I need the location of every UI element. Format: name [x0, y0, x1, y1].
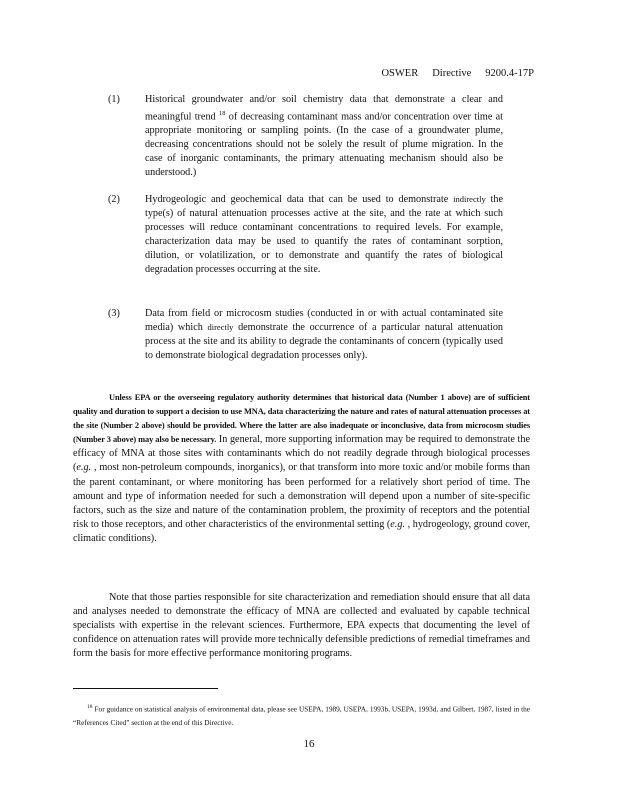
paragraph-data-requirements: Unless EPA or the overseeing regulatory authority determines that historical data (Number 1 above) are of sufficient quality and duration to support a decision to use MNA, data characterizing the nature and rates of natural attenuation processes at the site (Number 2 above) should be provided. Where the latter are also inadequate or inconclusive, data from microcosm studies (Number 3 above) may also be necessary. In general, more supporting information may be required to demonstrate the efficacy of MNA at those sites with contaminants which do not readily degrade through biological processes (e.g. , most non-petroleum compounds, inorganics), or that transform into more toxic and/or mobile forms than the parent contaminant, or where monitoring has been performed for a relatively short period of time. The amount and type of information needed for such a demonstration will depend upon a number of site-specific factors, such as the size and nature of the contamination problem, the proximity of receptors and the potential risk to those receptors, and other characteristics of the environmental setting (e.g. , hydrogeology, ground cover, climatic conditions).	[73, 393, 530, 544]
item-number: (3)	[108, 308, 120, 319]
list-item-2	[108, 193, 503, 276]
footnote-ref: 18	[218, 109, 226, 117]
item-number: (1)	[108, 94, 120, 105]
page-header	[367, 68, 534, 79]
paragraph-responsible-parties: Note that those parties responsible for site characterization and remediation should ensure that all data and analyses needed to demonstrate the efficacy of MNA are collected and evaluated by capable technical specialists with expertise in the relevant sciences. Furthermore, EPA expects that documenting the level of confidence on attenuation rates will provide more technically defensible predictions of remedial timeframes and form the basis for more effective performance monitoring programs.	[73, 592, 530, 660]
header-label: Directive	[432, 68, 472, 79]
dense-text: Unless EPA or the overseeing regulatory authority determines that historical data (Number 1 above) are of sufficient quality and duration to support a decision to use MNA, data characterizing the nature and rates of natural attenuation processes at the site (Number 2 above) should be provided. Where the latter are also inadequate or inconclusive, data from microcosm studies (Number 3 above) may also be necessary.	[73, 393, 530, 445]
list-item-1	[108, 93, 503, 180]
footnote: $^{18}$ For guidance on statistical analysis of environmental data, please see USEPA, 1989, USEPA, 1993b, USEPA, 1993d, and Gilbert, 1987, listed in the “References Cited” section at the end of this Directive.	[73, 704, 530, 728]
emphasis: directly	[207, 321, 234, 332]
list-item-3	[108, 307, 503, 363]
footnote-divider	[73, 688, 218, 689]
item-number: (2)	[108, 194, 120, 205]
footnote-mark: 18	[87, 704, 93, 710]
emphasis: indirectly	[453, 194, 486, 204]
item-body: Data from field or microcosm studies (conducted in or with actual contaminated site media) which directly demonstrate the occurrence of a particular natural attenuation process at the site and its ability to degrade the contaminants of concern (typically used to demonstrate biological degradation processes only).	[145, 308, 504, 361]
page-number: 16	[303, 738, 315, 750]
item-body: Historical groundwater and/or soil chemistry data that demonstrate a clear and meaningful trend $^{18}$ of decreasing contaminant mass and/or concentration over time at appropriate monitoring or sampling points. (In the case of a groundwater plume, decreasing concentrations should not be solely the result of plume migration. In the case of inorganic contaminants, the primary attenuating mechanism should also be understood.)	[145, 94, 503, 178]
item-body: Hydrogeologic and geochemical data that can be used to demonstrate indirectly the type(s) of natural attenuation processes active at the site, and the rate at which such processes will reduce contaminant concentrations to required levels. For example, characterization data may be used to quantify the rates of contaminant sorption, dilution, or volatilization, or to demonstrate and quantify the rates of biological degradation processes occurring at the site.	[145, 194, 503, 275]
header-number: 9200.4-17P	[485, 68, 534, 79]
header-org: OSWER	[381, 68, 419, 79]
